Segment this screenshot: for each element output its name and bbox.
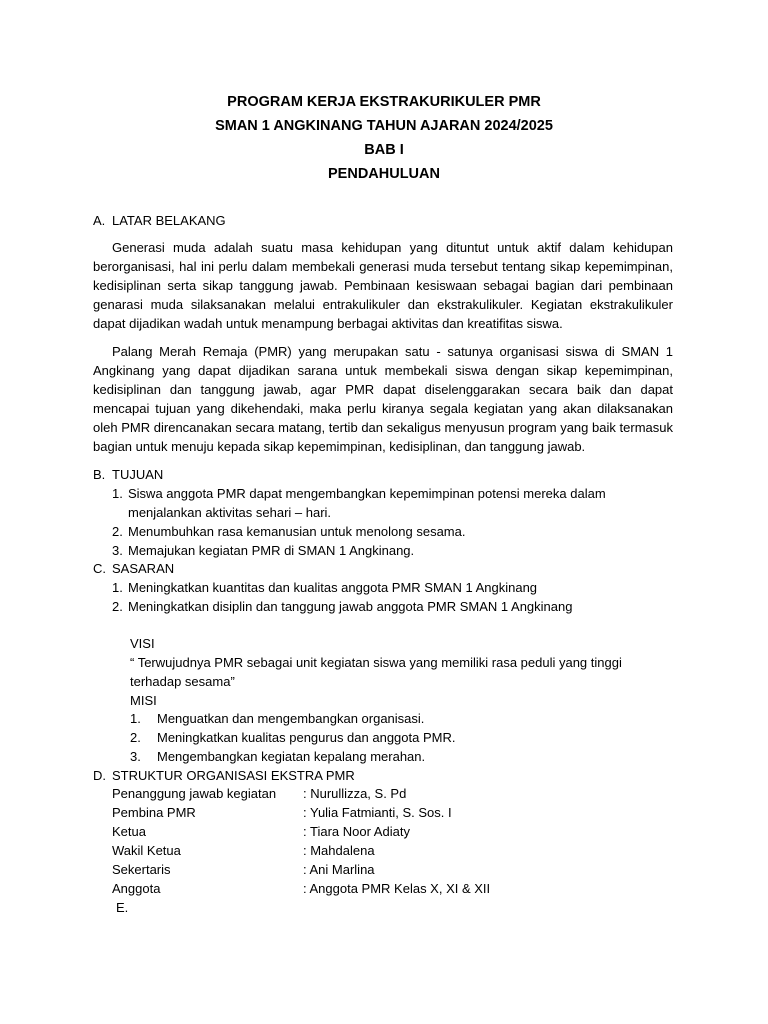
org-role: Ketua	[112, 824, 146, 839]
section-b-label: B.	[93, 467, 106, 482]
table-row	[112, 784, 672, 803]
table-row	[112, 841, 672, 860]
list-item-number: 2.	[130, 730, 141, 745]
list-item-text: Memajukan kegiatan PMR di SMAN 1 Angkinang.	[128, 543, 415, 558]
section-c-title: SASARAN	[112, 561, 175, 576]
list-item	[112, 597, 672, 616]
list-item-text: Menumbuhkan rasa kemanusian untuk menolong sesama.	[128, 524, 466, 539]
list-item-text: Mengembangkan kegiatan kepalang merahan.	[157, 749, 426, 764]
list-item	[112, 578, 672, 597]
section-b-heading	[93, 465, 163, 484]
sasaran-list	[112, 578, 672, 616]
org-value: : Nurullizza, S. Pd	[303, 786, 407, 801]
table-row	[112, 803, 672, 822]
org-role: Sekertaris	[112, 862, 171, 877]
org-value: : Mahdalena	[303, 843, 375, 858]
list-item-text: Menguatkan dan mengembangkan organisasi.	[157, 711, 425, 726]
title-line-3: BAB I	[364, 142, 404, 158]
table-row	[112, 860, 672, 879]
visi-title: VISI	[130, 636, 155, 651]
section-a-heading	[93, 211, 226, 230]
list-item	[130, 709, 670, 728]
section-a-title: LATAR BELAKANG	[112, 213, 226, 228]
misi-list	[130, 709, 670, 766]
org-structure-table	[112, 784, 672, 898]
misi-title: MISI	[130, 693, 157, 708]
document-title	[0, 90, 768, 186]
section-c-label: C.	[93, 561, 106, 576]
list-item-number: 3.	[130, 749, 141, 764]
list-item	[130, 747, 670, 766]
visi-text: “ Terwujudnya PMR sebagai unit kegiatan siswa yang memiliki rasa peduli yang tinggi terhadap sesama”	[130, 655, 622, 689]
table-row	[112, 822, 672, 841]
section-b-title: TUJUAN	[112, 467, 164, 482]
list-item-number: 1.	[112, 580, 123, 595]
list-item	[112, 541, 612, 560]
list-item	[130, 728, 670, 747]
org-role: Pembina PMR	[112, 805, 196, 820]
org-value: : Yulia Fatmianti, S. Sos. I	[303, 805, 452, 820]
section-c-heading	[93, 559, 174, 578]
list-item	[112, 484, 612, 522]
section-a-paragraph-2: Palang Merah Remaja (PMR) yang merupakan satu - satunya organisasi siswa di SMAN 1 Angkinang yang dapat dijadikan sarana untuk membekali siswa dengan sikap kepemimpinan, kedisiplinan dan tanggung jawab, agar PMR dapat diselenggarakan secara baik dan dapat mencapai tujuan yang dikehendaki, maka perlu kiranya segala kegiatan yang akan dilaksanakan oleh PMR direncanakan secara matang, tertib dan sekaligus menyusun program yang baik termasuk bagian untuk menuju kepada sikap kepemimpinan, kedisiplinan, dan tanggung jawab.	[93, 344, 673, 454]
org-role: Wakil Ketua	[112, 843, 181, 858]
title-line-4: PENDAHULUAN	[328, 166, 440, 182]
list-item-text: Meningkatkan kualitas pengurus dan anggota PMR.	[157, 730, 456, 745]
title-line-2: SMAN 1 ANGKINANG TAHUN AJARAN 2024/2025	[215, 118, 553, 134]
section-a-paragraph-1: Generasi muda adalah suatu masa kehidupan yang dituntut untuk aktif dalam kehidupan berorganisasi, hal ini perlu dalam membekali generasi muda tersebut tentang sikap kepemimpinan, kedisiplinan serta sikap tanggung jawab. Pembinaan kesiswaan sebagai bagian dari pembinaan genarasi muda silaksanakan melalui entrakulikuler dan ekstrakulikuler. Kegiatan ekstrakulikuler dapat dijadikan wadah untuk menampung berbagai aktivitas dan kreatifitas siswa.	[93, 240, 673, 331]
section-e-label: E.	[116, 900, 129, 915]
list-item-number: 1.	[130, 711, 141, 726]
section-d-heading	[93, 766, 355, 785]
tujuan-list	[112, 484, 612, 560]
table-row	[112, 879, 672, 898]
list-item-number: 3.	[112, 543, 123, 558]
section-d-title: STRUKTUR ORGANISASI EKSTRA PMR	[112, 768, 355, 783]
list-item-number: 2.	[112, 599, 123, 614]
section-a-label: A.	[93, 213, 106, 228]
org-value: : Tiara Noor Adiaty	[303, 824, 410, 839]
visi-misi-block	[130, 634, 675, 710]
list-item	[112, 522, 612, 541]
org-value: : Anggota PMR Kelas X, XI & XII	[303, 881, 491, 896]
section-d-label: D.	[93, 768, 106, 783]
org-role: Penanggung jawab kegiatan	[112, 786, 277, 801]
list-item-number: 1.	[112, 486, 123, 501]
list-item-text: Siswa anggota PMR dapat mengembangkan kepemimpinan potensi mereka dalam menjalankan aktivitas sehari – hari.	[128, 486, 606, 520]
list-item-text: Meningkatkan disiplin dan tanggung jawab anggota PMR SMAN 1 Angkinang	[128, 599, 573, 614]
org-value: : Ani Marlina	[303, 862, 375, 877]
list-item-number: 2.	[112, 524, 123, 539]
org-role: Anggota	[112, 881, 161, 896]
title-line-1: PROGRAM KERJA EKSTRAKURIKULER PMR	[227, 94, 541, 110]
list-item-text: Meningkatkan kuantitas dan kualitas anggota PMR SMAN 1 Angkinang	[128, 580, 538, 595]
